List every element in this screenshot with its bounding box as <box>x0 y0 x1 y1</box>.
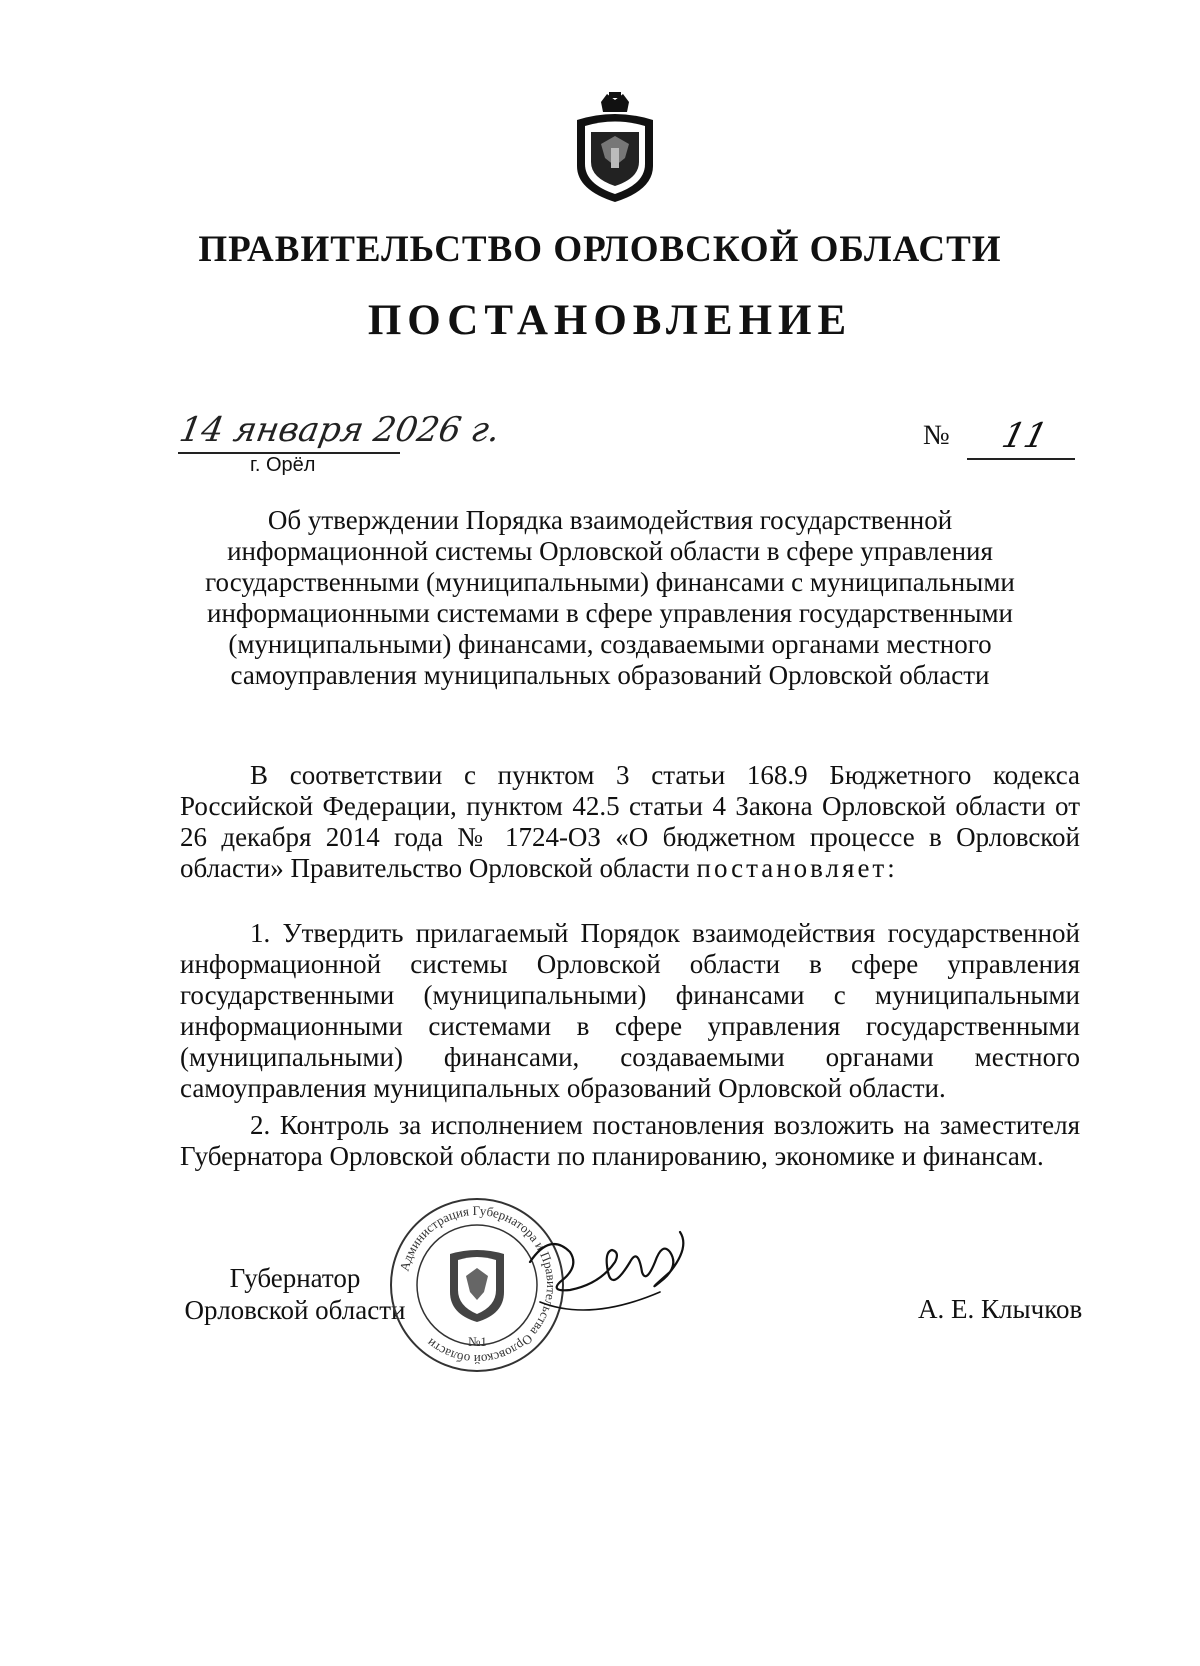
item-2-paragraph: 2. Контроль за исполнением постановления возложить на заместителя Губернатора Орловской области по планированию, экономике и финансам. <box>180 1110 1080 1171</box>
stamp-ring-text: Администрация Губернатора и Правительства Орловской области <box>396 1202 560 1368</box>
handwritten-date: 14 января 2026 г. <box>176 410 503 450</box>
signer-name: А. Е. Клычков <box>918 1294 1083 1324</box>
handwritten-number: 11 <box>998 416 1052 456</box>
signer-title-line1: Губернатор <box>229 1263 361 1293</box>
coat-of-arms-emblem <box>567 92 663 204</box>
decree-word: постановляет: <box>696 853 898 883</box>
document-subject: Об утверждении Порядка взаимодействия государственной информационной системы Орловской области в сфере управления государственными (муниципальными) финансами с муниципальными информационными системами в сфере управления государственными (муниципальными) финансами, создаваемыми органами местного самоуправления муниципальных образований Орловской области <box>205 505 1015 690</box>
number-underline <box>967 458 1075 460</box>
document-type-title: ПОСТАНОВЛЕНИЕ <box>367 297 853 344</box>
organization-title: ПРАВИТЕЛЬСТВО ОРЛОВСКОЙ ОБЛАСТИ <box>198 229 1002 270</box>
number-sign: № <box>923 420 950 451</box>
signer-title-line2: Орловской области <box>184 1295 406 1325</box>
preamble-paragraph <box>180 760 1080 884</box>
handwritten-signature <box>520 1222 700 1332</box>
stamp-number: №1 <box>468 1334 487 1349</box>
item-1-paragraph: 1. Утвердить прилагаемый Порядок взаимодействия государственной информационной системы Орловской области в сфере управления государственными (муниципальными) финансами с муниципальными информационными системами в сфере управления государственными (муниципальными) финансами, создаваемыми органами местного самоуправления муниципальных образований Орловской области. <box>180 918 1080 1103</box>
preamble-text: В соответствии с пунктом 3 статьи 168.9 Бюджетного кодекса Российской Федерации, пунктом 42.5 статьи 4 Закона Орловской области от 26 декабря 2014 года № 1724-ОЗ «О бюджетном процессе в Орловской области» Правительство Орловской области <box>180 760 1080 883</box>
city-label: г. Орёл <box>250 454 316 476</box>
signer-title <box>180 1262 410 1326</box>
